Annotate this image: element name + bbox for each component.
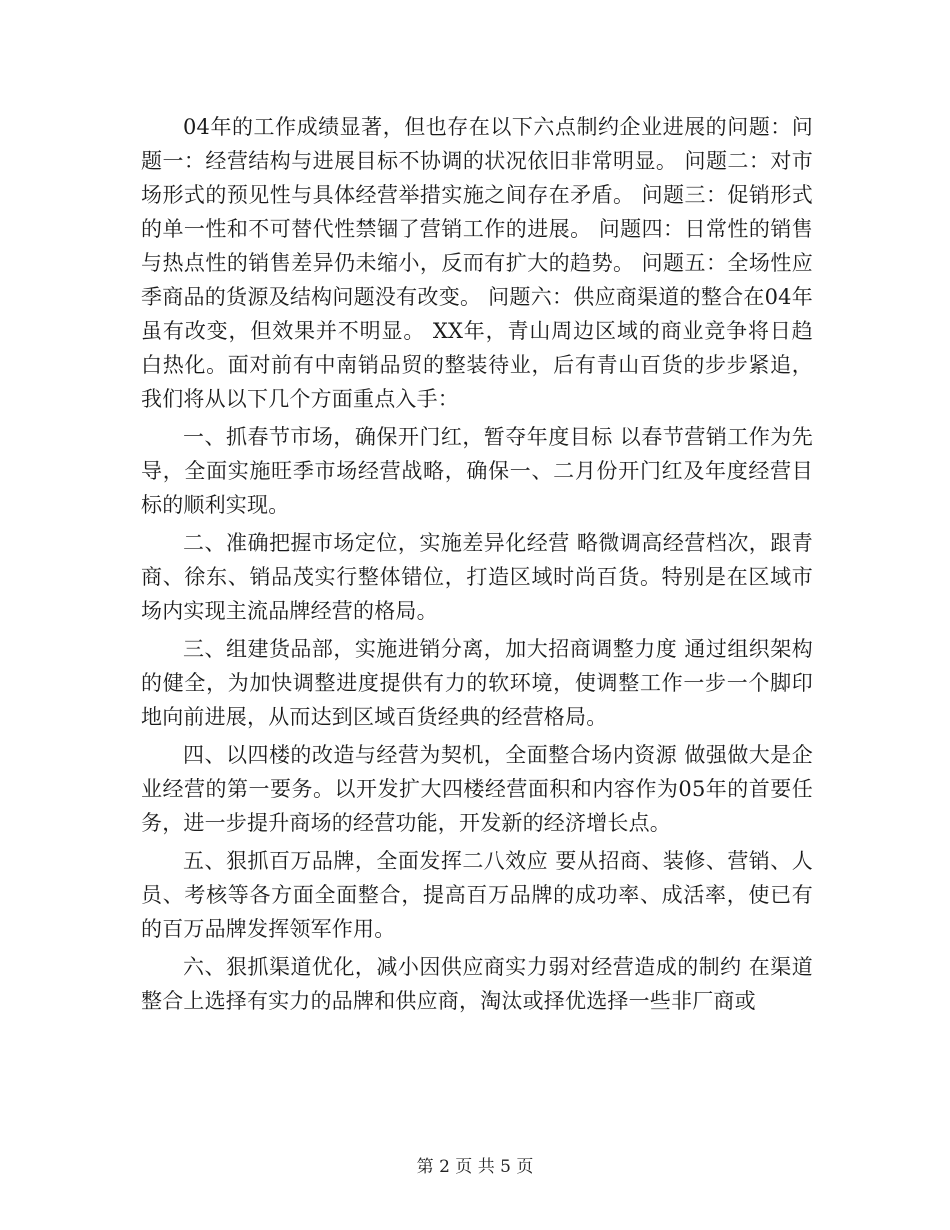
document-body: [141, 110, 813, 1018]
paragraph-item-1: 一、抓春节市场，确保开门红，暂夺年度目标 以春节营销工作为先导，全面实施旺季市场经营战略，确保一、二月份开门红及年度经营目标的顺利实现。: [141, 425, 813, 517]
paragraph-item-6: 六、狠抓渠道优化，减小因供应商实力弱对经营造成的制约 在渠道整合上选择有实力的品牌和供应商，淘汰或择优选择一些非厂商或: [141, 955, 813, 1013]
paragraph-item-2: 二、准确把握市场定位，实施差异化经营 略微调高经营档次，跟青商、徐东、销品茂实行整体错位，打造区域时尚百货。特别是在区域市场内实现主流品牌经营的格局。: [141, 531, 813, 623]
paragraph-item-3: 三、组建货品部，实施进销分离，加大招商调整力度 通过组织架构的健全，为加快调整进度提供有力的软环境，使调整工作一步一个脚印地向前进展，从而达到区域百货经典的经营格局。: [141, 637, 813, 729]
page-number-footer: 第 2 页 共 5 页: [416, 1157, 534, 1177]
paragraph-item-5: 五、狠抓百万品牌，全面发挥二八效应 要从招商、装修、营销、人员、考核等各方面全面整合，提高百万品牌的成功率、成活率，使已有的百万品牌发挥领军作用。: [141, 849, 813, 941]
paragraph-problems-intro: 04年的工作成绩显著，但也存在以下六点制约企业进展的问题：问题一：经营结构与进展目标不协调的状况依旧非常明显。 问题二：对市场形式的预见性与具体经营举措实施之间存在矛盾。 问题三：促销形式的单一性和不可替代性禁锢了营销工作的进展。 问题四：日常性的销售与热点性的销售差异仍未缩小，反而有扩大的趋势。 问题五：全场性应季商品的货源及结构问题没有改变。 问题六：供应商渠道的整合在04年虽有改变，但效果并不明显。 XX年，青山周边区域的商业竞争将日趋白热化。面对前有中南销品贸的整装待业，后有青山百货的步步紧追，我们将从以下几个方面重点入手：: [141, 115, 813, 411]
paragraph-item-4: 四、以四楼的改造与经营为契机，全面整合场内资源 做强做大是企业经营的第一要务。以开发扩大四楼经营面积和内容作为05年的首要任务，进一步提升商场的经营功能，开发新的经济增长点。: [141, 743, 813, 835]
